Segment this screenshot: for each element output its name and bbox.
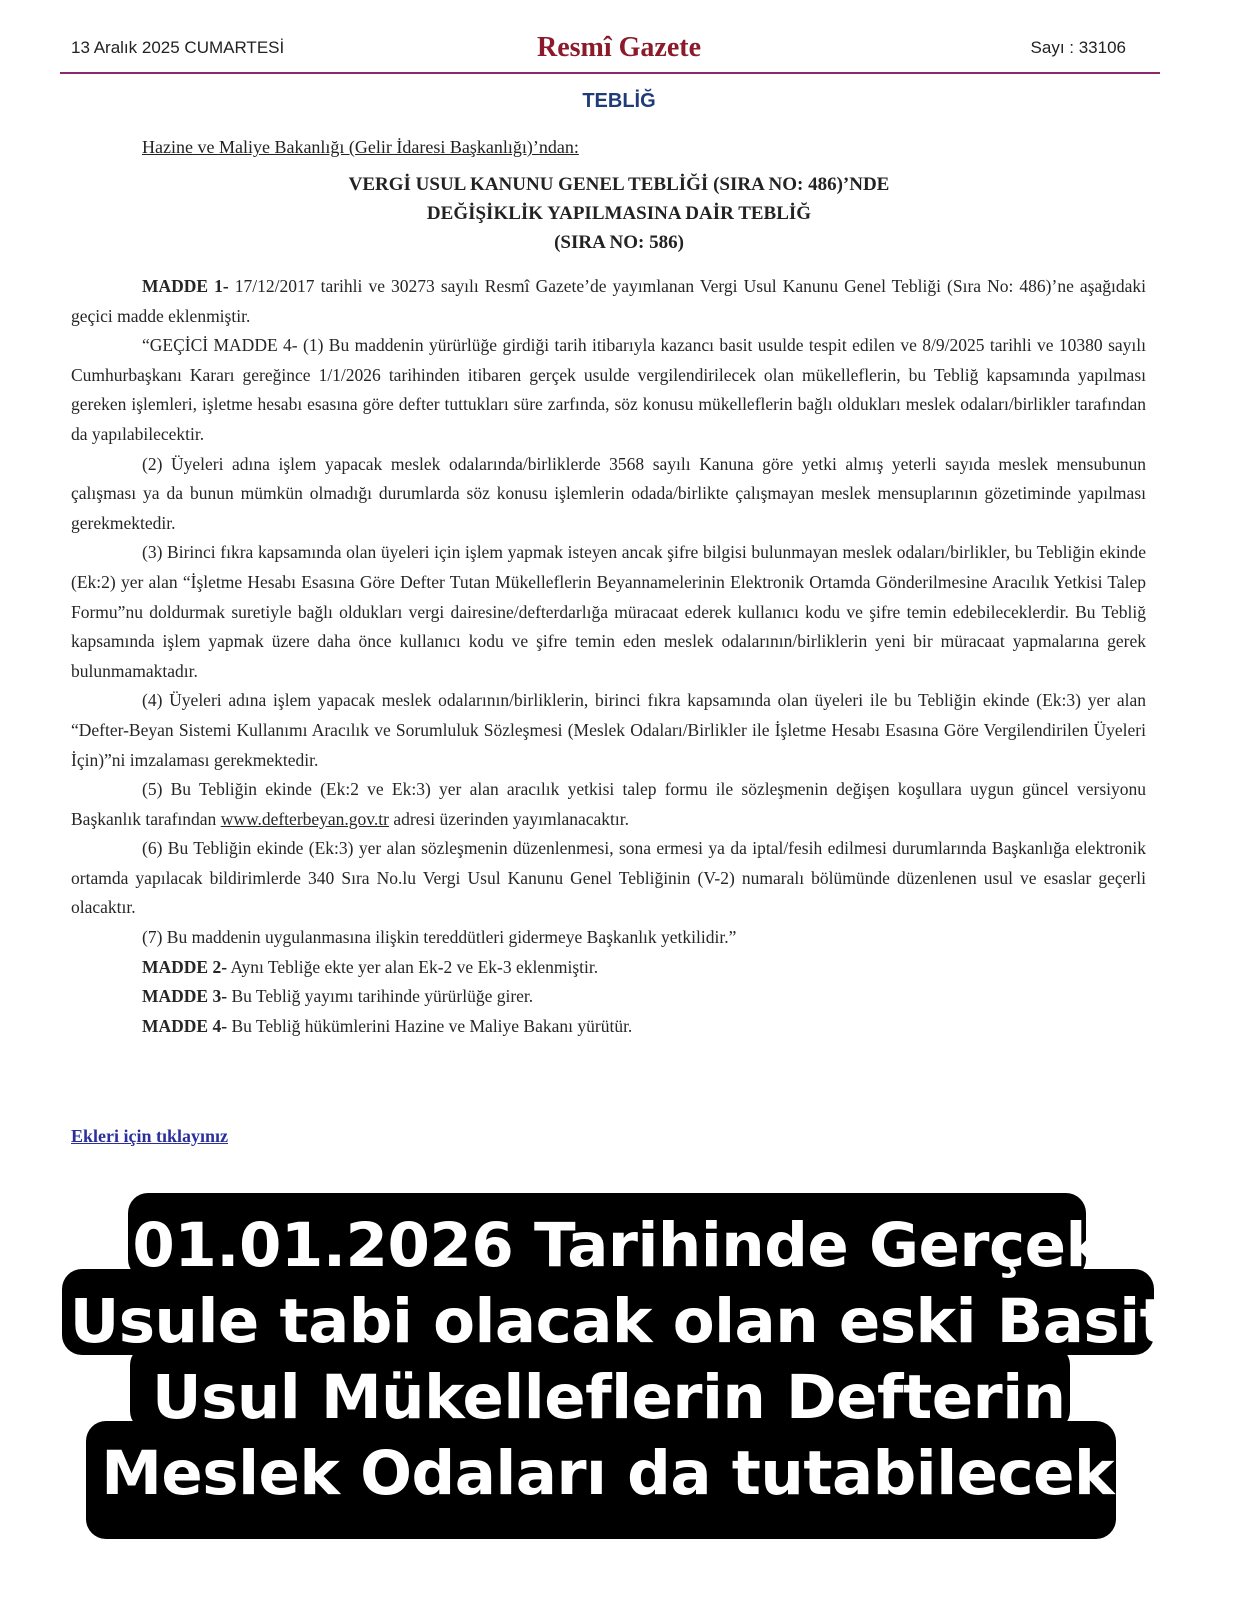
caption-line: Meslek Odaları da tutabilecek. (101, 1438, 1137, 1509)
article-label: MADDE 4- (142, 1015, 228, 1036)
document-title-line: DEĞİŞİKLİK YAPILMASINA DAİR TEBLİĞ (426, 203, 812, 224)
attachments-link[interactable]: Ekleri için tıklayınız (71, 1126, 229, 1146)
article-label: MADDE 2- (142, 956, 228, 977)
article-text: 17/12/2017 tarihli ve 30273 sayılı Resmî Gazete’de yayımlanan Vergi Usul Kanunu Genel Tebliği (Sıra No: 486)’ne aşağıdaki geçici madde eklenmiştir. (71, 276, 1147, 326)
gazette-title: Resmî Gazete (536, 32, 702, 63)
caption-banner-text (60, 1208, 1178, 1512)
document-title-line: VERGİ USUL KANUNU GENEL TEBLİĞİ (SIRA NO: 486)’NDE (348, 174, 890, 195)
paragraph-1: “GEÇİCİ MADDE 4- (1) Bu maddenin yürürlüğe girdiği tarih itibarıyla kazancı basit usulde tespit edilen ve 8/9/2025 tarihli ve 10380 sayılı Cumhurbaşkanı Kararı gereğince 1/1/2026 tarihinden itibaren gerçek usulde vergilendirilecek olan mükelleflerin, bu Tebliğ kapsamında yapılması gereken işlemleri, işletme hesabı esasına göre defter tuttukları süre zarfında, söz konusu mükelleflerin bağlı oldukları meslek odaları/birlikler tarafından da yapılabilecektir. (71, 335, 1146, 444)
article-label: MADDE 3- (142, 986, 228, 1007)
article-label: MADDE 1- (142, 276, 229, 296)
paragraph-7: (7) Bu maddenin uygulanmasına ilişkin tereddütleri gidermeye Başkanlık yetkilidir.” (142, 927, 737, 948)
document-title-line: (SIRA NO: 586) (554, 232, 684, 253)
caption-line: 01.01.2026 Tarihinde Gerçek (132, 1210, 1106, 1281)
paragraph-text: adresi üzerinden yayımlanacaktır. (388, 808, 630, 829)
caption-line: Usule tabi olacak olan eski Basit (69, 1286, 1169, 1357)
gazette-date: 13 Aralık 2025 CUMARTESİ (71, 38, 285, 57)
defterbeyan-link[interactable]: www.defterbeyan.gov.tr (220, 808, 389, 829)
paragraph-4: (4) Üyeleri adına işlem yapacak meslek odalarının/birliklerin, birinci fıkra kapsamında olan üyeleri ile bu Tebliğin ekinde (Ek:3) yer alan “Defter-Beyan Sistemi Kullanımı Aracılık ve Sorumluluk Sözleşmesi (Meslek Odaları/Birlikler ile İşletme Hesabı Esasına Göre Vergilendirilen Üyeleri İçin)”ni imzalaması gerekmektedir. (71, 690, 1146, 770)
article-text: Bu Tebliğ hükümlerini Hazine ve Maliye Bakanı yürütür. (227, 1015, 633, 1036)
paragraph-text: (5) Bu Tebliğin ekinde (Ek:2 ve Ek:3) yer alan aracılık yetkisi talep formu ile sözleşmenin değişen koşullara uygun güncel versiyonu Başkanlık tarafından (71, 779, 1146, 829)
issue-number: Sayı : 33106 (1030, 38, 1126, 57)
paragraph-3: (3) Birinci fıkra kapsamında olan üyeleri için işlem yapmak isteyen ancak şifre bilgisi bulunmayan meslek odaları/birlikler, bu Tebliğin ekinde (Ek:2) yer alan “İşletme Hesabı Esasına Göre Defter Tutan Mükelleflerin Beyannamelerinin Elektronik Ortamda Gönderilmesine Aracılık Yetkisi Talep Formu”nu doldurmak suretiyle bağlı oldukları vergi dairesine/defterdarlığa müracaat ederek kullanıcı kodu ve şifre temin edebileceklerdir. Bu Tebliğ kapsamında işlem yapmak üzere daha önce kullanıcı kodu ve şifre temin eden meslek odalarının/birliklerin yeni bir müracaat yapmalarına gerek bulunmamaktadır. (71, 542, 1146, 681)
paragraph-6: (6) Bu Tebliğin ekinde (Ek:3) yer alan sözleşmenin düzenlenmesi, sona ermesi ya da iptal/fesih edilmesi durumlarında Başkanlığa elektronik ortamda yapılacak bildirimlerde 340 Sıra No.lu Vergi Usul Kanunu Genel Tebliğinin (V-2) numaralı bölümünde düzenlenen usul ve esaslar geçerli olacaktır. (71, 838, 1146, 918)
caption-line: Usul Mükelleflerin Defterini (152, 1362, 1086, 1433)
paragraph-2: (2) Üyeleri adına işlem yapacak meslek odalarında/birliklerde 3568 sayılı Kanuna göre yetki almış yeterli sayıda meslek mensubunun çalışması ya da bunun mümkün olmadığı durumlarda söz konusu işlemlerin odada/birlikte çalışmayan meslek mensuplarının gözetiminde yapılması gerekmektedir. (71, 453, 1146, 533)
article-text: Bu Tebliğ yayımı tarihinde yürürlüğe girer. (227, 986, 534, 1007)
section-heading: TEBLİĞ (582, 90, 656, 112)
article-text: Aynı Tebliğe ekte yer alan Ek-2 ve Ek-3 eklenmiştir. (227, 956, 599, 977)
issuing-ministry: Hazine ve Maliye Bakanlığı (Gelir İdaresi Başkanlığı)’ndan: (142, 137, 579, 157)
